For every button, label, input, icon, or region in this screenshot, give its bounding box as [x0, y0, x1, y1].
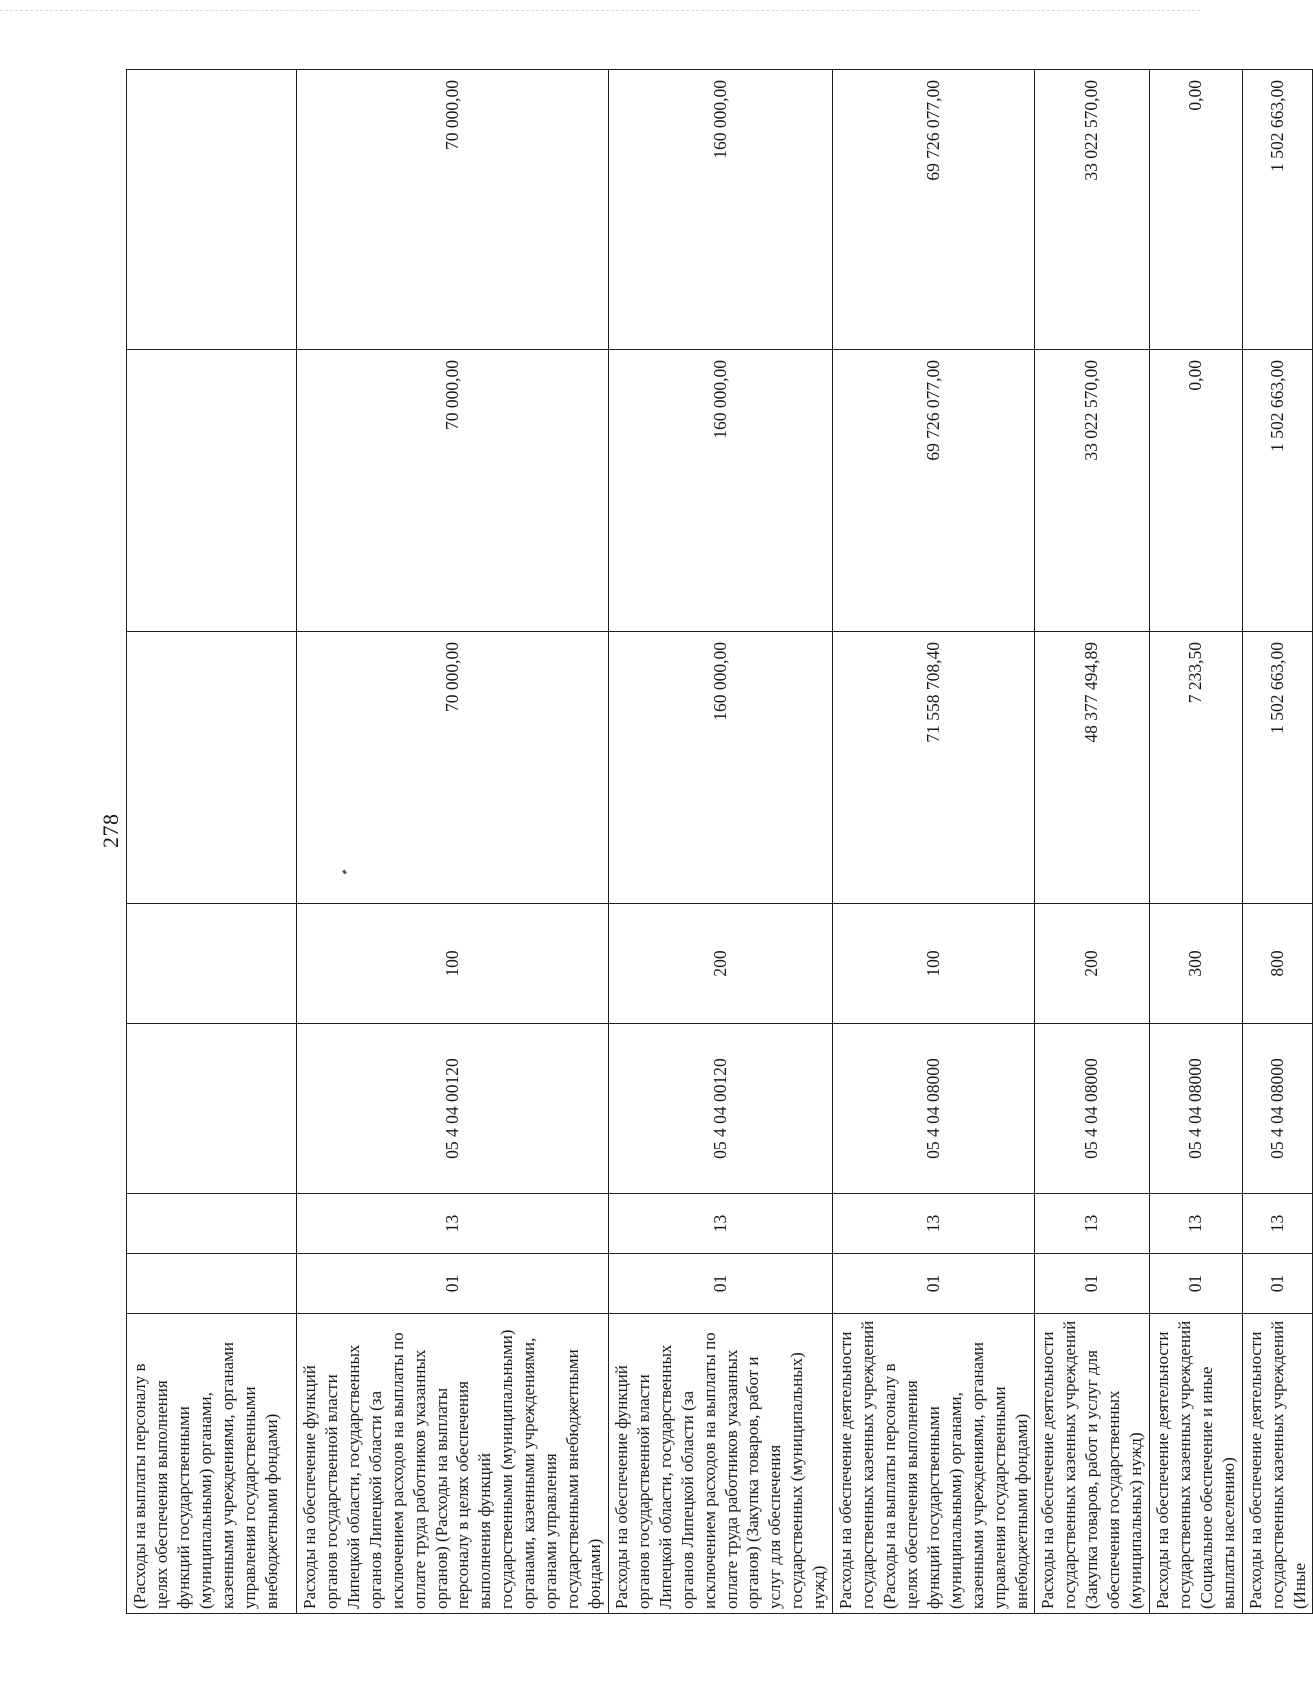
row-description: Расходы на обеспечение функций органов государственной власти Липецкой области, государственных органов Липецкой области (за исключением расходов на выплаты по оплате труда работников указанных органов) (Закупка товаров, работ и услуг для обеспечения государственных (муниципальных) нужд)	[608, 1314, 832, 1614]
expense-type-cell	[127, 904, 297, 1024]
razdel-cell: 01	[1242, 1254, 1313, 1314]
table-row	[608, 70, 832, 1614]
amount-year-1-cell: 48 377 494,89	[1035, 632, 1150, 904]
amount-year-3-cell: 33 022 570,00	[1035, 70, 1150, 350]
amount-year-2-cell: 33 022 570,00	[1035, 350, 1150, 632]
budget-table	[126, 69, 1313, 1614]
row-description: Расходы на обеспечение деятельности государственных казенных учреждений (Иные	[1242, 1314, 1313, 1614]
razdel-cell: 01	[297, 1254, 609, 1314]
table-row	[297, 70, 609, 1614]
amount-year-3-cell: 69 726 077,00	[833, 70, 1035, 350]
row-description: Расходы на обеспечение деятельности государственных казенных учреждений (Закупка товаров, работ и услуг для обеспечения государственных (муниципальных) нужд)	[1035, 1314, 1150, 1614]
podrazdel-cell: 13	[1035, 1194, 1150, 1254]
razdel-cell: 01	[1035, 1254, 1150, 1314]
amount-year-3-cell	[127, 70, 297, 350]
scan-edge-line	[0, 10, 1200, 11]
amount-year-1-cell: 70 000,00	[297, 632, 609, 904]
amount-year-3-cell: 70 000,00	[297, 70, 609, 350]
rotated-table-container	[126, 70, 1309, 1614]
table-row	[1035, 70, 1150, 1614]
table-row	[127, 70, 297, 1614]
table-row	[833, 70, 1035, 1614]
row-description: Расходы на обеспечение функций органов государственной власти Липецкой области, государственных органов Липецкой области (за исключением расходов на выплаты по оплате труда работников указанных органов) (Расходы на выплаты персоналу в целях обеспечения выполнения функций государственными (муниципальными) органами, казенными учреждениями, органами управления государственными внебюджетными фондами)	[297, 1314, 609, 1614]
amount-year-1-cell	[127, 632, 297, 904]
amount-year-1-cell: 160 000,00	[608, 632, 832, 904]
target-article-cell: 05 4 04 00120	[608, 1024, 832, 1194]
amount-year-2-cell: 160 000,00	[608, 350, 832, 632]
expense-type-cell: 100	[833, 904, 1035, 1024]
row-description: Расходы на обеспечение деятельности государственных казенных учреждений (Расходы на выплаты персоналу в целях обеспечения выполнения функций государственными (муниципальными) органами, казенными учреждениями, органами управления государственными внебюджетными фондами)	[833, 1314, 1035, 1614]
amount-year-2-cell: 69 726 077,00	[833, 350, 1035, 632]
podrazdel-cell: 13	[1242, 1194, 1313, 1254]
amount-year-3-cell: 0,00	[1150, 70, 1243, 350]
amount-year-3-cell: 160 000,00	[608, 70, 832, 350]
razdel-cell: 01	[608, 1254, 832, 1314]
amount-year-2-cell	[127, 350, 297, 632]
podrazdel-cell: 13	[1150, 1194, 1243, 1254]
page-number: 278	[98, 813, 123, 848]
amount-year-3-cell: 1 502 663,00	[1242, 70, 1313, 350]
expense-type-cell: 200	[1035, 904, 1150, 1024]
target-article-cell	[127, 1024, 297, 1194]
row-description: (Расходы на выплаты персоналу в целях обеспечения выполнения функций государственными (муниципальными) органами, казенными учреждениями, органами управления государственными внебюджетными фондами)	[127, 1314, 297, 1614]
razdel-cell: 01	[833, 1254, 1035, 1314]
expense-type-cell: 300	[1150, 904, 1243, 1024]
amount-year-2-cell: 0,00	[1150, 350, 1243, 632]
amount-year-1-cell: 1 502 663,00	[1242, 632, 1313, 904]
razdel-cell: 01	[1150, 1254, 1243, 1314]
expense-type-cell: 800	[1242, 904, 1313, 1024]
target-article-cell: 05 4 04 08000	[1150, 1024, 1243, 1194]
podrazdel-cell	[127, 1194, 297, 1254]
amount-year-2-cell: 1 502 663,00	[1242, 350, 1313, 632]
target-article-cell: 05 4 04 08000	[833, 1024, 1035, 1194]
amount-year-1-cell: 7 233,50	[1150, 632, 1243, 904]
expense-type-cell: 200	[608, 904, 832, 1024]
razdel-cell	[127, 1254, 297, 1314]
amount-year-2-cell: 70 000,00	[297, 350, 609, 632]
expense-type-cell: 100	[297, 904, 609, 1024]
amount-year-1-cell: 71 558 708,40	[833, 632, 1035, 904]
table-row	[1242, 70, 1313, 1614]
target-article-cell: 05 4 04 08000	[1242, 1024, 1313, 1194]
table-body	[127, 70, 1313, 1614]
table-row	[1150, 70, 1243, 1614]
podrazdel-cell: 13	[833, 1194, 1035, 1254]
target-article-cell: 05 4 04 08000	[1035, 1024, 1150, 1194]
row-description: Расходы на обеспечение деятельности государственных казенных учреждений (Социальное обеспечение и иные выплаты населению)	[1150, 1314, 1243, 1614]
target-article-cell: 05 4 04 00120	[297, 1024, 609, 1194]
podrazdel-cell: 13	[608, 1194, 832, 1254]
podrazdel-cell: 13	[297, 1194, 609, 1254]
